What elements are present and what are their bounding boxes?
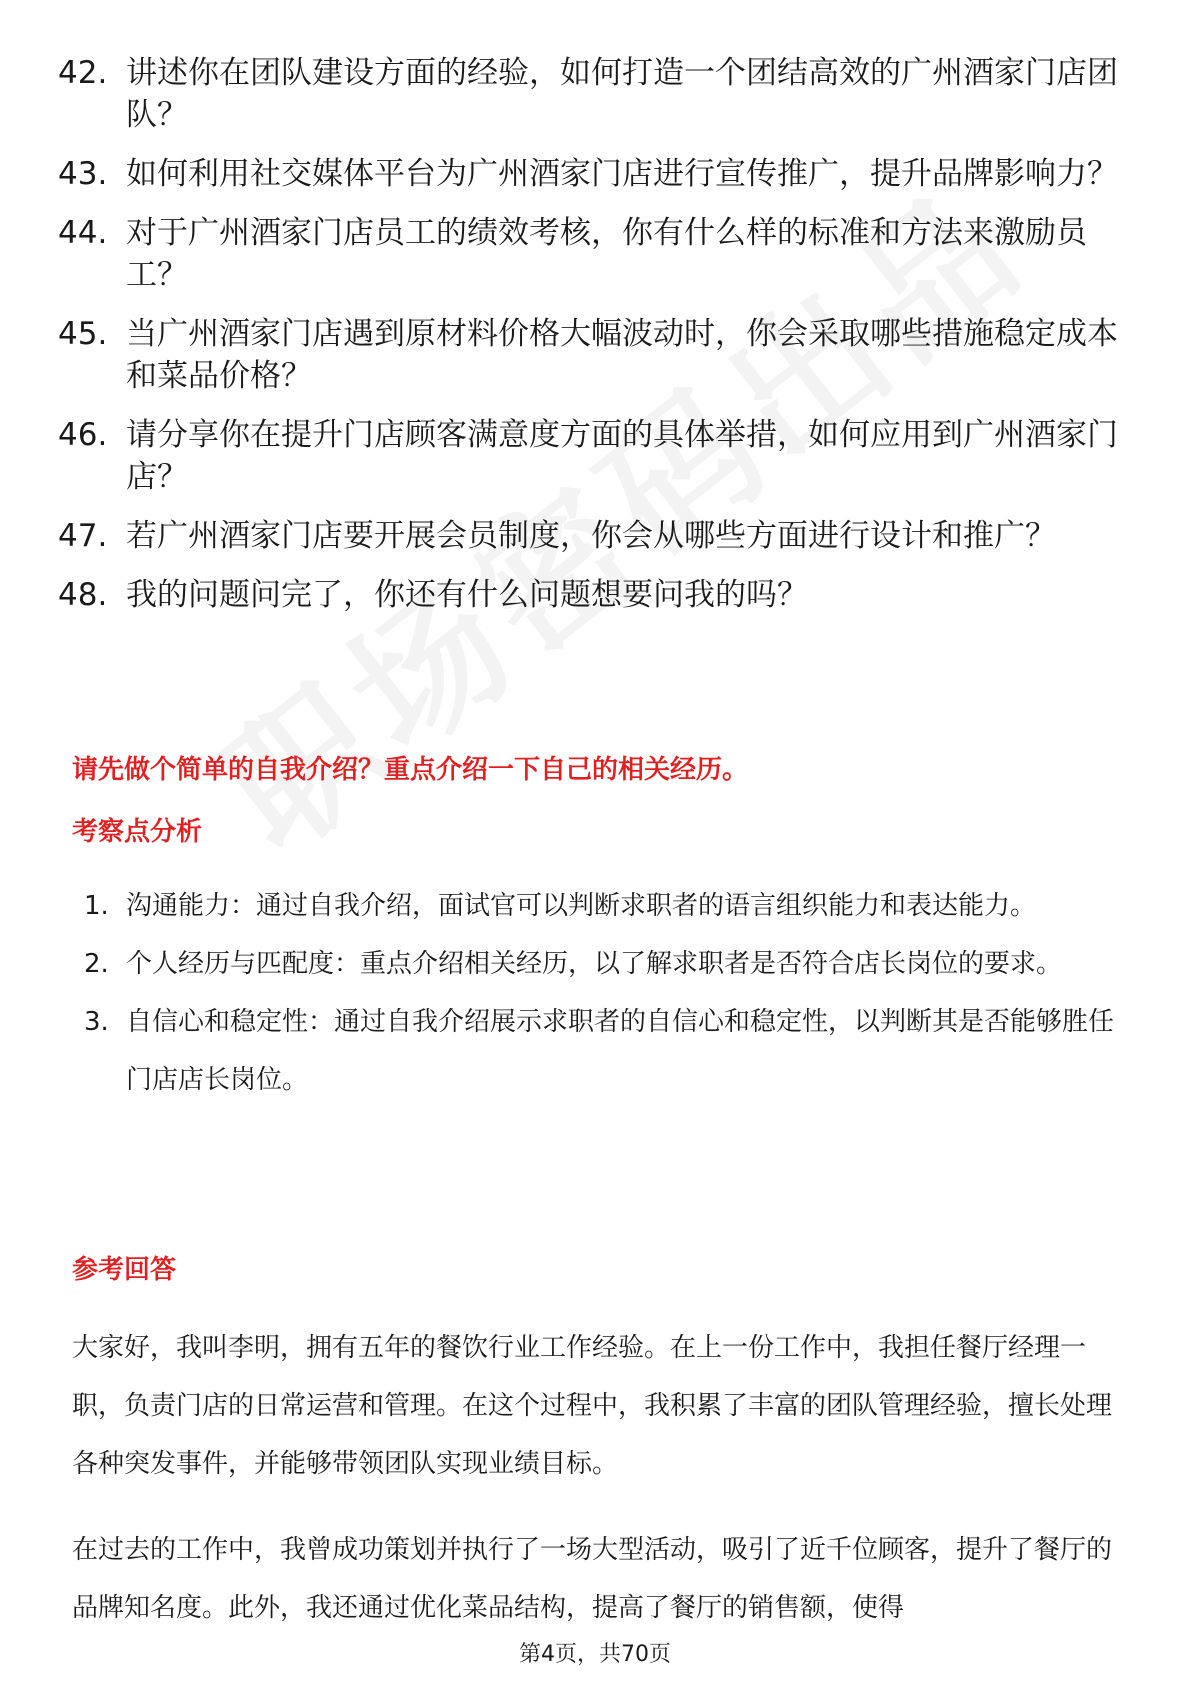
analysis-number: 1. [84,891,109,921]
question-number: 45. [58,316,108,352]
analysis-text: 自信心和稳定性：通过自我介绍展示求职者的自信心和稳定性，以判断其是否能够胜任门店店长岗位。 [126,1007,1115,1095]
question-text: 对于广州酒家门店员工的绩效考核，你有什么样的标准和方法来激励员工？ [126,215,1087,293]
question-number: 47. [58,518,108,554]
analysis-heading: 考察点分析 [72,817,203,847]
question-item [58,212,1118,296]
question-item [58,414,1118,498]
question-item [58,574,1118,616]
question-number: 42. [58,55,108,91]
question-number: 43. [58,156,108,192]
question-number: 44. [58,215,108,251]
question-text: 我的问题问完了，你还有什么问题想要问我的吗？ [126,577,808,613]
analysis-item [84,877,1114,935]
analysis-number: 2. [84,949,109,979]
reference-heading: 参考回答 [72,1255,177,1285]
question-item [58,313,1118,397]
question-text: 如何利用社交媒体平台为广州酒家门店进行宣传推广，提升品牌影响力？ [126,156,1118,192]
question-text: 请分享你在提升门店顾客满意度方面的具体举措，如何应用到广州酒家门店？ [126,417,1118,495]
answer-paragraph: 在过去的工作中，我曾成功策划并执行了一场大型活动，吸引了近千位顾客，提升了餐厅的品牌知名度。此外，我还通过优化菜品结构，提高了餐厅的销售额，使得 [72,1535,1113,1623]
analysis-list [84,877,1114,1109]
page-footer: 第4页，共70页 [519,1642,671,1667]
section-title: 请先做个简单的自我介绍？重点介绍一下自己的相关经历。 [72,755,749,785]
question-text: 若广州酒家门店要开展会员制度，你会从哪些方面进行设计和推广？ [126,518,1056,554]
question-number: 48. [58,577,108,613]
question-item [58,515,1118,557]
question-item [58,52,1118,136]
analysis-text: 沟通能力：通过自我介绍，面试官可以判断求职者的语言组织能力和表达能力。 [126,891,1037,921]
question-text: 讲述你在团队建设方面的经验，如何打造一个团结高效的广州酒家门店团队？ [126,55,1118,133]
question-item [58,153,1118,195]
question-number: 46. [58,417,108,453]
analysis-number: 3. [84,1007,109,1037]
analysis-item [84,993,1114,1109]
analysis-text: 个人经历与匹配度：重点介绍相关经历，以了解求职者是否符合店长岗位的要求。 [126,949,1063,979]
question-text: 当广州酒家门店遇到原材料价格大幅波动时，你会采取哪些措施稳定成本和菜品价格？ [126,316,1118,394]
question-list [58,52,1118,633]
analysis-item [84,935,1114,993]
answer-paragraph: 大家好，我叫李明，拥有五年的餐饮行业工作经验。在上一份工作中，我担任餐厅经理一职，负责门店的日常运营和管理。在这个过程中，我积累了丰富的团队管理经验，擅长处理各种突发事件，并能够带领团队实现业绩目标。 [72,1333,1113,1479]
